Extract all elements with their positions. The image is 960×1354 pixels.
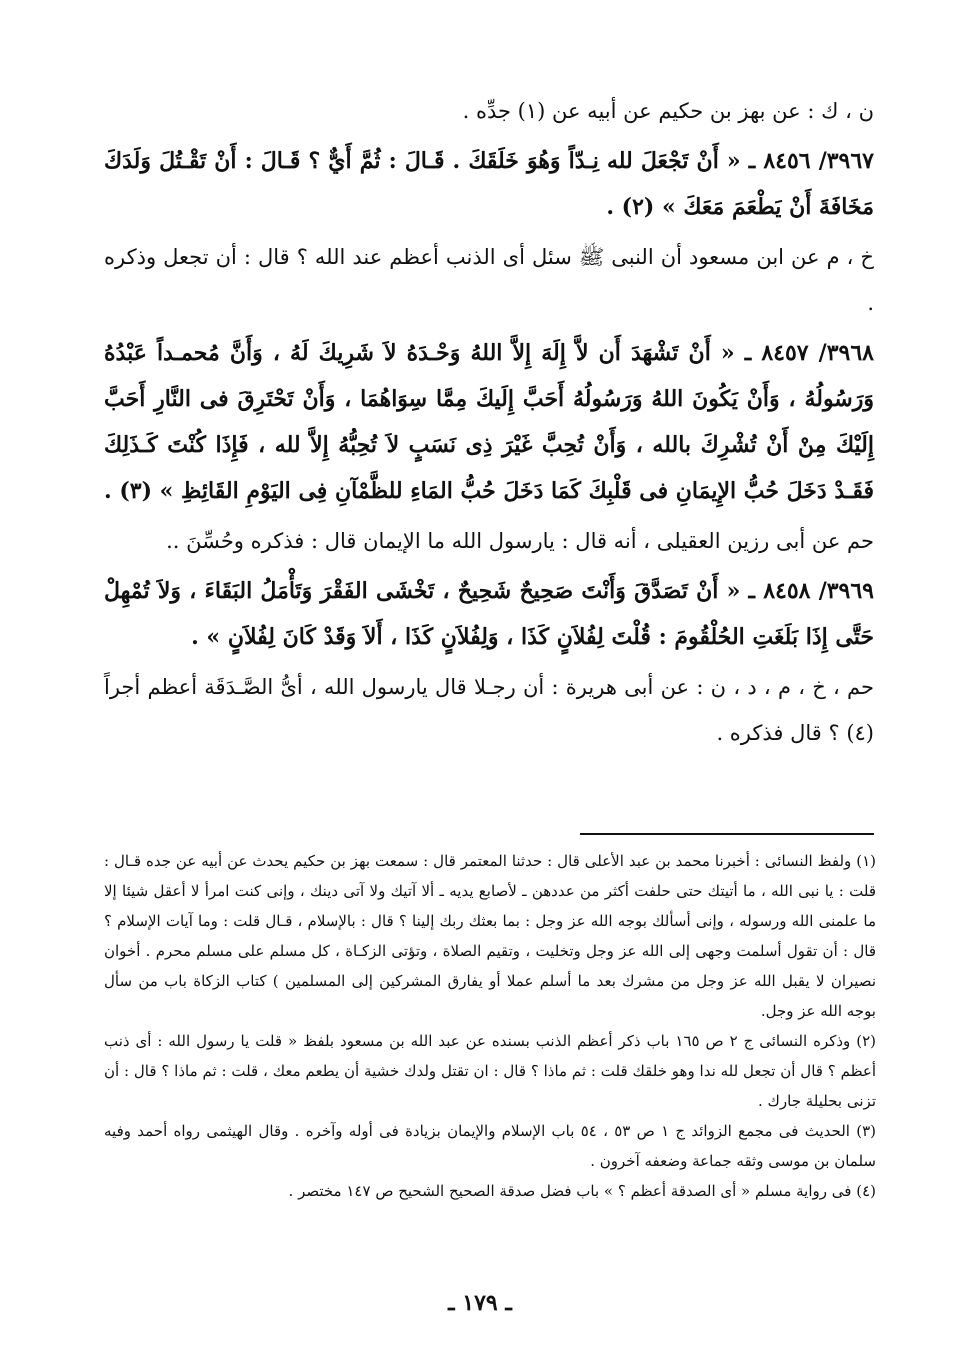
hadith-3968: ٣٩٦٨/ ٨٤٥٧ ـ « أَنْ تَشْهَدَ أَن لاَّ إِلَهَ إِلاَّ اللهُ وَحْـدَهُ لاَ شَرِيكَ لَهُ ، وَأَنَّ مُحمـداً عَبْدُهُ وَرَسُولُهُ ، وَأَنْ يَكُونَ اللهُ وَرَسُولُهُ أَحَبَّ إِلَيكَ مِمَّا سِوَاهُمَا ، وَأَنْ تَحْتَرِقَ فى النَّارِ أَحَبَّ إِلَيْكَ مِنْ أَنْ تُشْرِكَ بالله ، وَأَنْ تُحِبَّ غَيْرَ ذِى نَسَبٍ لاَ تُحِبُّهُ إِلاَّ لله ، فَإِذَا كُنْتَ كَـذَلِكَ فَقَـدْ دَخَلَ حُبُّ الإِيمَانِ فى قَلْبِكَ كَمَا دَخَلَ حُبُّ المَاءِ للظَّمْآنِ فِى اليَوْمِ القَائِظِ » (٣) . xyxy=(104,340,874,504)
footnote-1: (١) ولفظ النسائى : أخبرنا محمد بن عبد الأعلى قال : حدثنا المعتمر قال : سمعت بهز بن حكيم يحدث عن أبيه عن جده قـال : قلت : يا نبى الله ، ما أتيتك حتى حلفت أكثر من عددهن ـ لأصابع يديه ـ ألا آتيك ولا آتى دينك ، وإنى كنت امرأ لا أعقل شيئا إلا ما علمنى الله ورسوله ، وإنى أسألك بوجه الله عز وجل : بما بعثك ربك إلينا ؟ قال : بالإسلام ، قـال قلت : وما آيات الإسلام ؟ قال : أن تقول أسلمت وجهى إلى الله عز وجل وتخليت ، وتقيم الصلاة ، وتؤتى الزكـاة ، كل مسلم على مسلم محرم . أخوان نصيران لا يقبل الله عز وجل من مشرك بعد ما أسلم عملا أو يفارق المشركين إلى المسلمين ) كتاب الزكاة باب من سأل بوجه الله عز وجل. xyxy=(104,852,876,1020)
source-line: حم عن أبى رزين العقيلى ، أنه قال : يارسول الله ما الإيمان قال : فذكره وحُسِّنَ .. xyxy=(166,529,874,553)
main-text xyxy=(104,88,874,756)
source-line: ن ، ك : عن بهز بن حكيم عن أبيه عن (١) جدِّه . xyxy=(462,99,874,123)
footnote-4: (٤) فى رواية مسلم « أى الصدقة أعظم ؟ » باب فضل صدقة الصحيح الشحيح ص ١٤٧ مختصر . xyxy=(288,1182,876,1200)
hadith-3967: ٣٩٦٧/ ٨٤٥٦ ـ « أَنْ تَجْعَلَ لله نِـدّاً وَهُوَ خَلَقَكَ . قَـالَ : ثُمَّ أَيٌّ ؟ قَـالَ : أَنْ تَقْـتُلَ وَلَدَكَ مَخَافَةَ أَنْ يَطْعَمَ مَعَكَ » (٢) . xyxy=(104,148,874,220)
footnote-3: (٣) الحديث فى مجمع الزوائد ج ١ ص ٥٣ ، ٥٤ باب الإسلام والإيمان بزيادة فى أوله وآخره . وقال الهيثمى رواه أحمد وفيه سلمان بن موسى وثقه جماعة وضعفه آخرون . xyxy=(104,1122,876,1170)
source-line: حم ، خ ، م ، د ، ن : عن أبى هريرة : أن رجـلا قال يارسول الله ، أىُّ الصَّـدَقَة أعظم أجراً (٤) ؟ قال فذكره . xyxy=(104,675,874,745)
footnote-separator xyxy=(580,833,874,835)
footnote-2: (٢) وذكره النسائى ج ٢ ص ١٦٥ باب ذكر أعظم الذنب بسنده عن عبد الله بن مسعود بلفظ « قلت يا رسول الله : أى ذنب أعظم ؟ قال أن تجعل لله ندا وهو خلقك قلت : ثم ماذا ؟ قال : ان تقتل ولدك خشية أن يطعم معك ، قلت : ثم ماذا ؟ قال : أن تزنى بحليلة جارك . xyxy=(104,1032,877,1110)
footnotes xyxy=(104,846,876,1206)
source-line: خ ، م عن ابن مسعود أن النبى ﷺ سئل أى الذنب أعظم عند الله ؟ قال : أن تجعل وذكره . xyxy=(104,245,874,315)
page-number: ـ ١٧٩ ـ xyxy=(448,1290,512,1316)
hadith-3969: ٣٩٦٩/ ٨٤٥٨ ـ « أَنْ تَصَدَّقَ وَأَنْتَ صَحِيحٌ شَحِيحٌ ، تَخْشَى الفَقْرَ وَتَأْمَلُ البَقَاءَ ، وَلاَ تُمْهِلْ حَتَّى إِذَا بَلَغَتِ الحُلْقُومَ : قُلْتَ لِفُلاَنٍ كَذَا ، وَلِفُلاَنٍ كَذَا ، أَلاَ وَقَدْ كَانَ لِفُلاَنٍ » . xyxy=(104,578,874,650)
